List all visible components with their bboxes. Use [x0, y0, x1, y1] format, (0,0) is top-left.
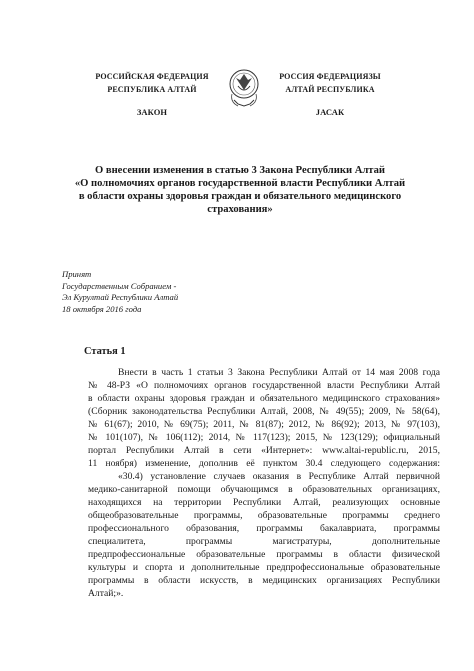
article-line: № 61(67); 2010, № 69(75); 2011, № 81(87); 2012, № 86(92); 2013, № 97(103), — [88, 419, 440, 430]
article-line: культуры и спорта и дополнительные предпрофессиональные образовательные — [88, 562, 440, 573]
article-line: медико-санитарной помощи обучающимся в образовательных организациях, — [88, 484, 440, 495]
header-right-doc-type: ЈАСАК — [315, 107, 345, 117]
article-line: (Сборник законодательства Республики Алтай, 2008, № 49(55); 2009, № 58(64), — [88, 406, 440, 417]
article-line: № 48-РЗ «О полномочиях органов государственной власти Республики Алтай — [88, 380, 440, 391]
article-line: находящихся на территории Республики Алтай, реализующих основные — [88, 497, 440, 508]
header-right-country: РОССИЯ ФЕДЕРАЦИЯЗЫ — [279, 72, 381, 81]
article-line: Алтай;». — [88, 588, 124, 599]
article-body — [88, 366, 440, 600]
article-line: портал Республики Алтай в сети «Интернет»: www.altai-republic.ru, 2015, — [88, 445, 440, 456]
adoption-line: Государственным Собранием - — [62, 280, 177, 291]
law-title-line: «О полномочиях органов государственной власти Республики Алтай — [74, 178, 406, 189]
article-line: профессионального образования, программы бакалавриата, программы — [88, 523, 440, 534]
adoption-date: 18 октября 2016 года — [62, 303, 142, 314]
header-right-block — [260, 70, 400, 119]
adoption-line: Эл Курултай Республики Алтай — [62, 292, 179, 302]
header-left-country: РОССИЙСКАЯ ФЕДЕРАЦИЯ — [95, 72, 209, 81]
article-line: общеобразовательные программы, образовательные программы среднего — [88, 510, 440, 521]
article-line: «30.4) установление случаев оказания в Республике Алтай первичной — [118, 471, 440, 482]
header-left-republic: РЕСПУБЛИКА АЛТАЙ — [107, 85, 197, 94]
law-title-line: в области охраны здоровья граждан и обязательного медицинского — [78, 191, 402, 202]
article-line: программы в области искусств, в медицинских организациях Республики — [88, 575, 440, 586]
header-left-block — [82, 70, 222, 119]
header-right-republic: АЛТАЙ РЕСПУБЛИКА — [285, 85, 375, 94]
law-title-line: страхования» — [207, 204, 273, 215]
article-line: Внести в часть 1 статьи 3 Закона Республики Алтай от 14 мая 2008 года — [118, 367, 440, 378]
article-line: № 101(107), № 106(112); 2014, № 117(123); 2015, № 123(129); официальный — [88, 432, 440, 443]
coat-of-arms-icon — [228, 64, 260, 112]
law-title-line: О внесении изменения в статью 3 Закона Республики Алтай — [94, 165, 386, 176]
article-heading: Статья 1 — [84, 346, 126, 357]
adoption-note — [62, 269, 178, 315]
article-line: в области охраны здоровья граждан и обязательного медицинского страхования» — [88, 393, 440, 404]
law-title — [40, 164, 440, 216]
article-line: 11 ноября) изменение, дополнив её пунктом 30.4 следующего содержания: — [88, 458, 440, 469]
adoption-line: Принят — [62, 269, 92, 279]
article-line: предпрофессиональные образовательные программы в области физической — [88, 549, 440, 560]
header-left-doc-type: ЗАКОН — [136, 107, 168, 117]
article-line: специалитета, программы магистратуры, дополнительные — [88, 536, 440, 547]
